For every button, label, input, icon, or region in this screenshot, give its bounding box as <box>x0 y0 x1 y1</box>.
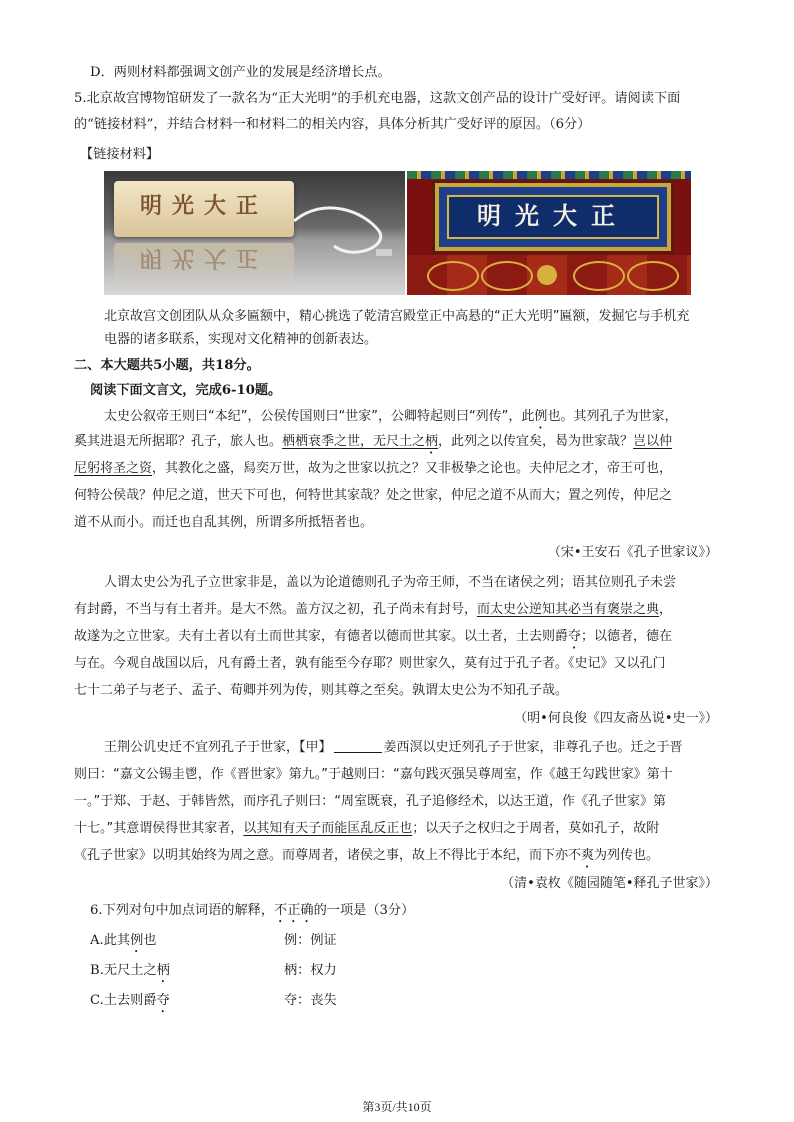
passage3-line2: 则曰：“嘉文公锡圭鬯，作《晋世家》第九。”于越则曰：“嘉句践灭强吴尊周室，作《越王勾践世家》第十 <box>74 767 673 782</box>
passage3-source: （清•袁枚《随园随笔•释孔子世家》） <box>501 876 718 891</box>
charger-reflection <box>114 243 294 291</box>
passage3-line3: 一。”于郑、于赵、于韩皆然，而序孔子则曰：“周室既衰，孔子追修经术，以达王道，作《孔子世家》第 <box>74 794 666 809</box>
charger-body <box>114 181 294 237</box>
charger-reflection-text: 明光大正 <box>139 245 268 271</box>
answer-blank[interactable] <box>334 738 382 753</box>
passage3-line5: 《孔子世家》以明其始终为周之意。而尊周者，诸侯之事，故上不得比于本纪，而下亦不爽为列传也。 <box>74 848 660 863</box>
passage2-line2: 有封爵，不当与有土者并。是大不然。盖方汉之初，孔子尚未有封号，而太史公逆知其必当有褒崇之典， <box>74 602 673 617</box>
decor-band <box>407 171 691 179</box>
plaque-photo <box>407 171 691 295</box>
charger-engraving: 明光大正 <box>139 193 268 219</box>
passage3-line1: 王荆公讥史迁不宜列孔子于世家，【甲】 姜西溟以史迁列孔子于世家，非尊孔子也。迁之于晋 <box>104 740 683 755</box>
q6-option-b-gloss: 柄：权力 <box>284 963 337 978</box>
page-footer: 第3页/共10页 <box>362 1100 432 1114</box>
passage2-line4: 与在。今观自战国以后，凡有爵土者，孰有能至今存耶？则世家久，莫有过于孔子者。《史记》又以孔门 <box>74 656 666 671</box>
passage1-line4: 何特公侯哉？仲尼之道，世天下可也，何特世其家哉？处之世家，仲尼之道不从而大；置之列传，仲尼之 <box>74 488 673 503</box>
passage1-line3: 尼躬将圣之资，其教化之盛，舄奕万世，故为之世家以抗之？又非极挚之论也。夫仲尼之才，帝王可也， <box>74 461 673 476</box>
q6-option-a-gloss: 例：例证 <box>284 933 337 948</box>
pearl-motif-icon <box>537 265 557 285</box>
charger-photo <box>104 171 405 295</box>
plaque-inscription: 明光大正 <box>477 201 629 230</box>
option-d: D．两则材料都强调文创产业的发展是经济增长点。 <box>90 65 391 80</box>
passage1-line5: 道不从而小。而迁也自乱其例，所谓多所抵牾者也。 <box>74 515 374 530</box>
usb-cable <box>294 201 394 261</box>
passage2-line3: 故遂为之立世家。夫有土者以有土而世其家，有德者以德而世其家。以土者，土去则爵夺；以德者，德在 <box>74 629 673 644</box>
passage2-line1: 人谓太史公为孔子立世家非是，盖以为论道德则孔子为帝王师，不当在诸侯之列；语其位则孔子未尝 <box>104 575 677 590</box>
passage2-source: （明•何良俊《四友斋丛说•史一》） <box>514 711 718 726</box>
q6-option-c: C.土去则爵夺 <box>90 993 170 1008</box>
dragon-motif-icon <box>427 261 479 291</box>
passage1-line2: 奚其进退无所据耶？孔子，旅人也。栖栖衰季之世，无尺土之柄，此列之以传宜矣，曷为世家哉？岂以仲 <box>74 434 673 449</box>
dragon-frieze <box>407 255 691 295</box>
passage1-line1: 太史公叙帝王则曰“本纪”，公侯传国则曰“世家”，公卿特起则曰“列传”，此例也。其列孔子为世家， <box>104 409 678 424</box>
passage2-line5: 七十二弟子与老子、孟子、荀卿并列为传，则其尊之至矣。孰谓太史公为不知孔子哉。 <box>74 683 569 698</box>
passage3-line4: 十七。”其意谓侯得世其家者，以其知有天子而能匡乱反正也；以天子之权归之于周者，莫如孔子，故附 <box>74 821 660 836</box>
q6-stem: 6.下列对句中加点词语的解释，不正确的一项是（3分） <box>90 903 415 918</box>
q6-option-b: B.无尺土之柄 <box>90 963 170 978</box>
dragon-motif-icon <box>627 261 679 291</box>
q5-line1: 5.北京故宫博物馆研发了一款名为“正大光明”的手机充电器，这款文创产品的设计广受好评。请阅读下面 <box>74 91 681 106</box>
q6-option-c-gloss: 夺：丧失 <box>284 993 337 1008</box>
section2-instruction: 阅读下面文言文，完成6-10题。 <box>90 383 282 398</box>
caption-line1: 北京故宫文创团队从众多匾额中，精心挑选了乾清宫殿堂正中高悬的“正大光明”匾额，发掘它与手机充 <box>104 309 690 324</box>
section2-title: 二、本大题共5小题，共18分。 <box>74 358 260 373</box>
link-heading: 【链接材料】 <box>80 147 160 162</box>
q5-line2: 的“链接材料”，并结合材料一和材料二的相关内容，具体分析其广受好评的原因。（6分） <box>74 117 591 132</box>
dragon-motif-icon <box>573 261 625 291</box>
passage1-source: （宋•王安石《孔子世家议》） <box>547 545 718 560</box>
dragon-motif-icon <box>481 261 533 291</box>
q6-option-a: A.此其例也 <box>90 933 157 948</box>
plaque-frame <box>435 183 671 251</box>
plaque-board <box>447 195 659 239</box>
caption-line2: 电器的诸多联系，实现对文化精神的创新表达。 <box>104 332 378 347</box>
